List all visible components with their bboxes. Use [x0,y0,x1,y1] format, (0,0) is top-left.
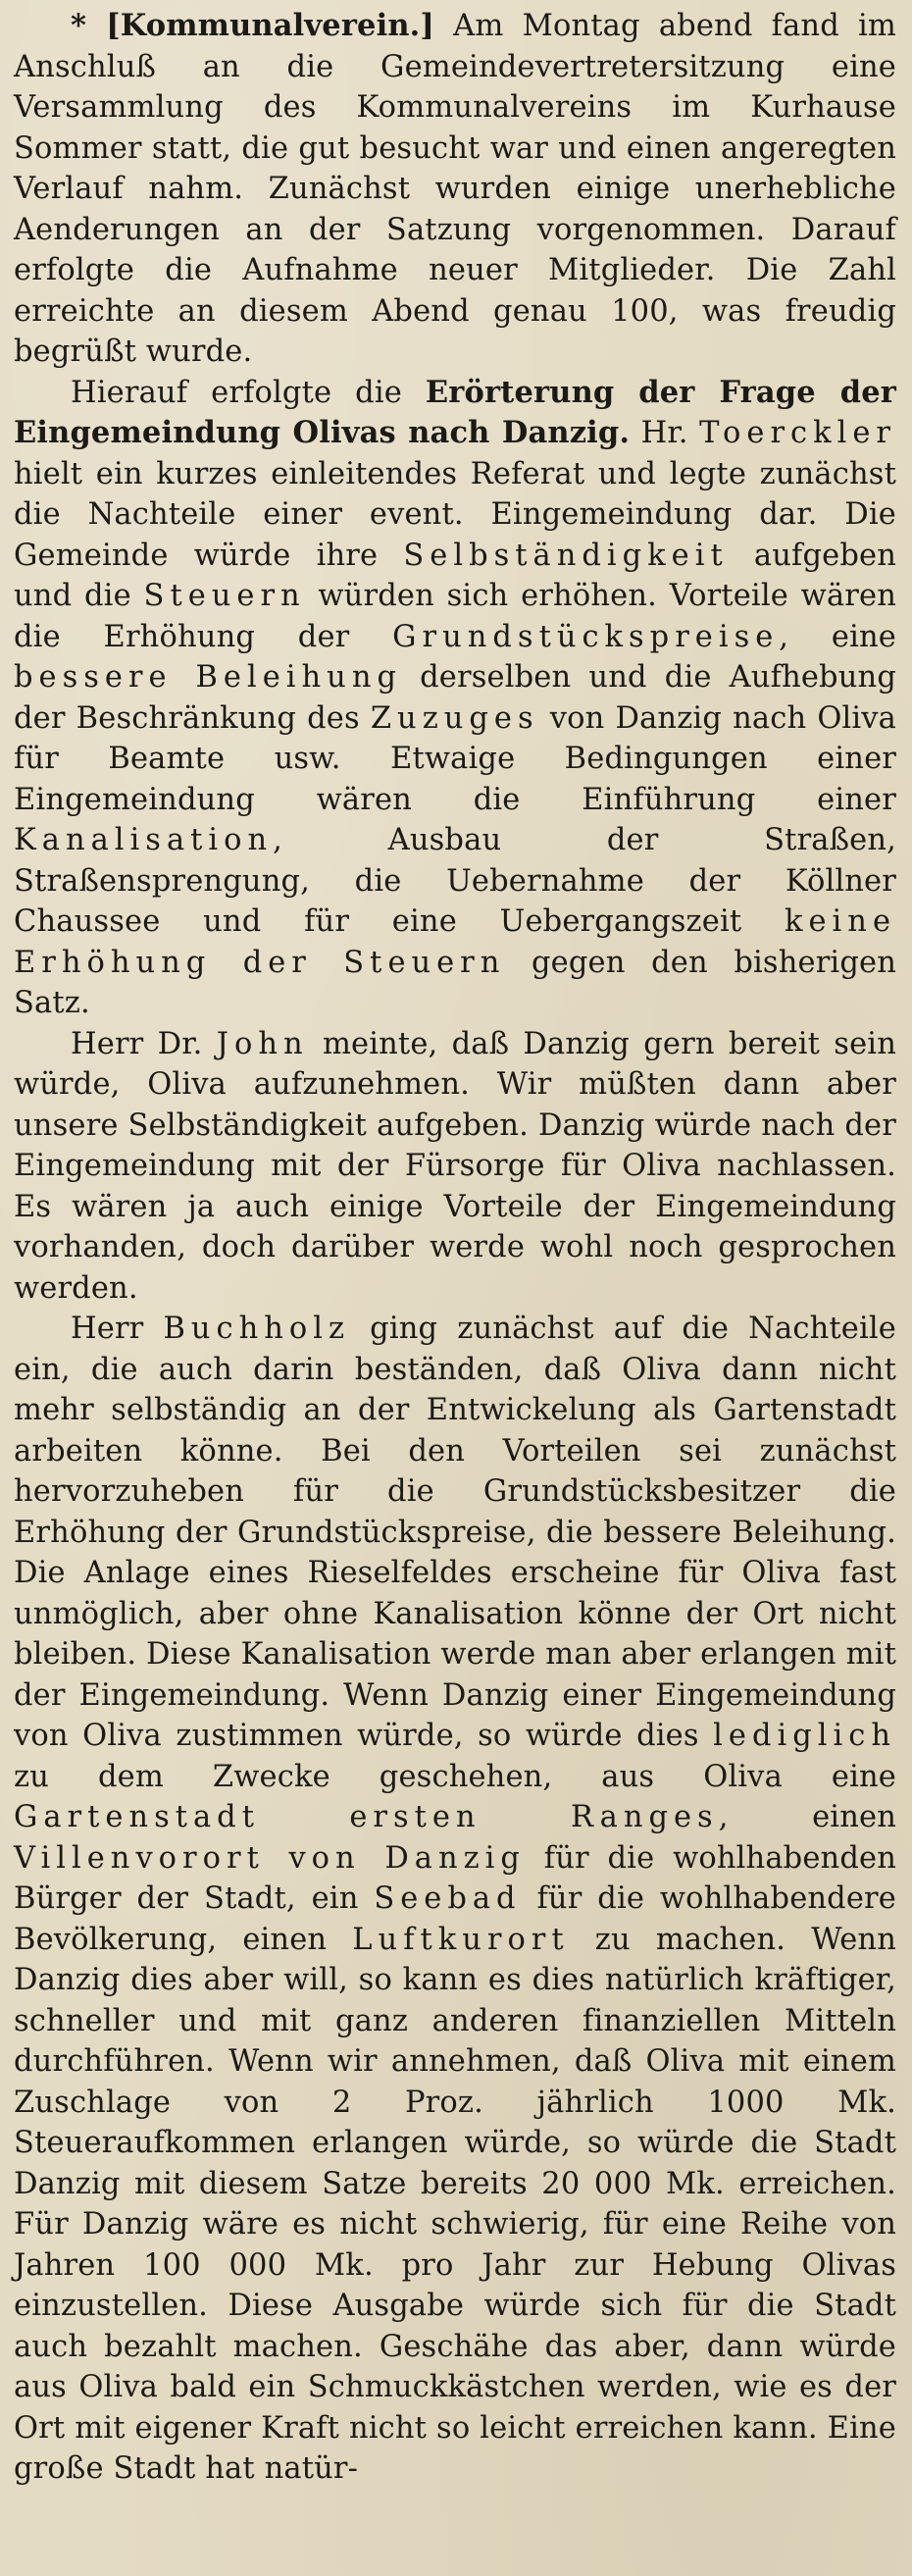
body-text: hielt ein kurzes einleitendes Referat und legte zunächst die Nachteile einer event. Eingemeindung dar. Die Gemeinde würde ihre [14,456,896,573]
emphasized-spaced-text: lediglich [713,1719,896,1753]
bold-heading-text: Erörterung der Frage der Eingemeindung Olivas nach Danzig. [14,374,896,450]
body-text: für die wohlhabendere Bevölkerung, einen [14,1881,896,1957]
emphasized-spaced-text: Toerckler [699,416,896,450]
emphasized-spaced-text: Gartenstadt ersten Ranges [14,1800,719,1834]
body-text: zu machen. Wenn Danzig dies aber will, so kann es dies natürlich kräftiger, schneller und mit ganz anderen finanziellen Mitteln durchführen. Wenn wir annehmen, daß Oliva mit einem Zuschlage von 2 Proz. jährlich 1000 Mk. Steueraufkommen erlangen würde, so würde die Stadt Danzig mit diesem Satze bereits 20 000 Mk. erreichen. Für Danzig wäre es nicht schwierig, für eine Reihe von Jahren 100 000 Mk. pro Jahr zur Hebung Olivas einzustellen. Diese Ausgabe würde sich für die Stadt auch bezahlt machen. Geschähe das aber, dann würde aus Oliva bald ein Schmuckkästchen werden, wie es der Ort mit eigener Kraft nicht so leicht erreichen kann. Eine große Stadt hat natür- [14,1922,896,2486]
body-text: Hr. [630,416,700,450]
body-text: , eine [779,619,896,654]
emphasized-spaced-text: John [216,1026,309,1061]
body-text: zu dem Zwecke geschehen, aus Oliva eine [14,1759,896,1794]
emphasized-spaced-text: keine Erhöhung der Steuern [14,904,896,980]
emphasized-spaced-text: Kanalisation [14,823,274,857]
article-column [14,6,896,2490]
emphasized-spaced-text: Grundstückspreise [392,619,780,654]
emphasized-spaced-text: Selbständigkeit [403,538,729,573]
body-text: für die wohlhabenden Bürger der Stadt, ein [14,1840,896,1916]
emphasized-spaced-text: Steuern [143,579,306,613]
asterisk-marker: * [71,8,107,43]
body-text: Am Montag abend fand im Anschluß an die Gemeindevertretersitzung eine Versammlung des Kommunalvereins im Kurhause Sommer statt, die gut besucht war und einen angeregten Verlauf nahm. Zunächst wurden einige unerhebliche Aenderungen an der Satzung vorgenommen. Darauf erfolgte die Aufnahme neuer Mitglieder. Die Zahl erreichte an diesem Abend genau 100, was freudig begrüßt wurde. [14,9,897,369]
article-paragraph [14,1309,896,2490]
body-text: Hierauf erfolgte die [71,375,426,410]
body-text: von Danzig nach Oliva für Beamte usw. Etwaige Bedingungen einer Eingemeindung wären die Einführung einer [14,700,896,817]
emphasized-spaced-text: Seebad [374,1881,522,1916]
body-text: , einen [718,1800,896,1834]
article-paragraph [14,6,896,373]
emphasized-spaced-text: Luftkurort [352,1922,570,1957]
body-text: derselben und die Aufhebung der Beschränkung des [14,660,896,736]
article-paragraph [14,1024,896,1310]
body-text: Herr Dr. [71,1026,217,1061]
emphasized-spaced-text: Zuzuges [370,700,539,736]
body-text: gegen den bisherigen Satz. [14,945,897,1020]
bold-heading-text: [Kommunalverein.] [106,8,435,43]
body-text: ging zunächst auf die Nachteile ein, die auch darin beständen, daß Oliva dann nicht mehr selbständig an der Entwickelung als Gartenstadt arbeiten könne. Bei den Vorteilen sei zunächst hervorzuheben für die Grundstücksbesitzer die Erhöhung der Grundstückspreise, die bessere Beleihung. Die Anlage eines Rieselfeldes erscheine für Oliva fast unmöglich, aber ohne Kanalisation könne der Ort nicht bleiben. Diese Kanalisation werde man aber erlangen mit der Eingemeindung. Wenn Danzig einer Eingemeindung von Oliva zustimmen würde, so würde dies [14,1312,896,1753]
body-text: aufgeben und die [14,538,897,613]
body-text: meinte, daß Danzig gern bereit sein würde, Oliva aufzunehmen. Wir müßten dann aber unsere Selbständigkeit aufgeben. Danzig würde nach der Eingemeindung mit der Fürsorge für Oliva nachlassen. Es wären ja auch einige Vorteile der Eingemeindung vorhanden, doch darüber werde wohl noch gesprochen werden. [14,1026,896,1306]
emphasized-spaced-text: Buchholz [163,1312,351,1346]
body-text: , Ausbau der Straßen, Straßensprengung, die Uebernahme der Köllner Chaussee und für eine Uebergangszeit [14,823,896,939]
emphasized-spaced-text: bessere Beleihung [14,660,402,695]
body-text: Herr [71,1312,164,1346]
body-text: würden sich erhöhen. Vorteile wären die Erhöhung der [14,579,896,654]
article-paragraph [14,373,896,1024]
emphasized-spaced-text: Villenvorort von Danzig [14,1840,526,1876]
